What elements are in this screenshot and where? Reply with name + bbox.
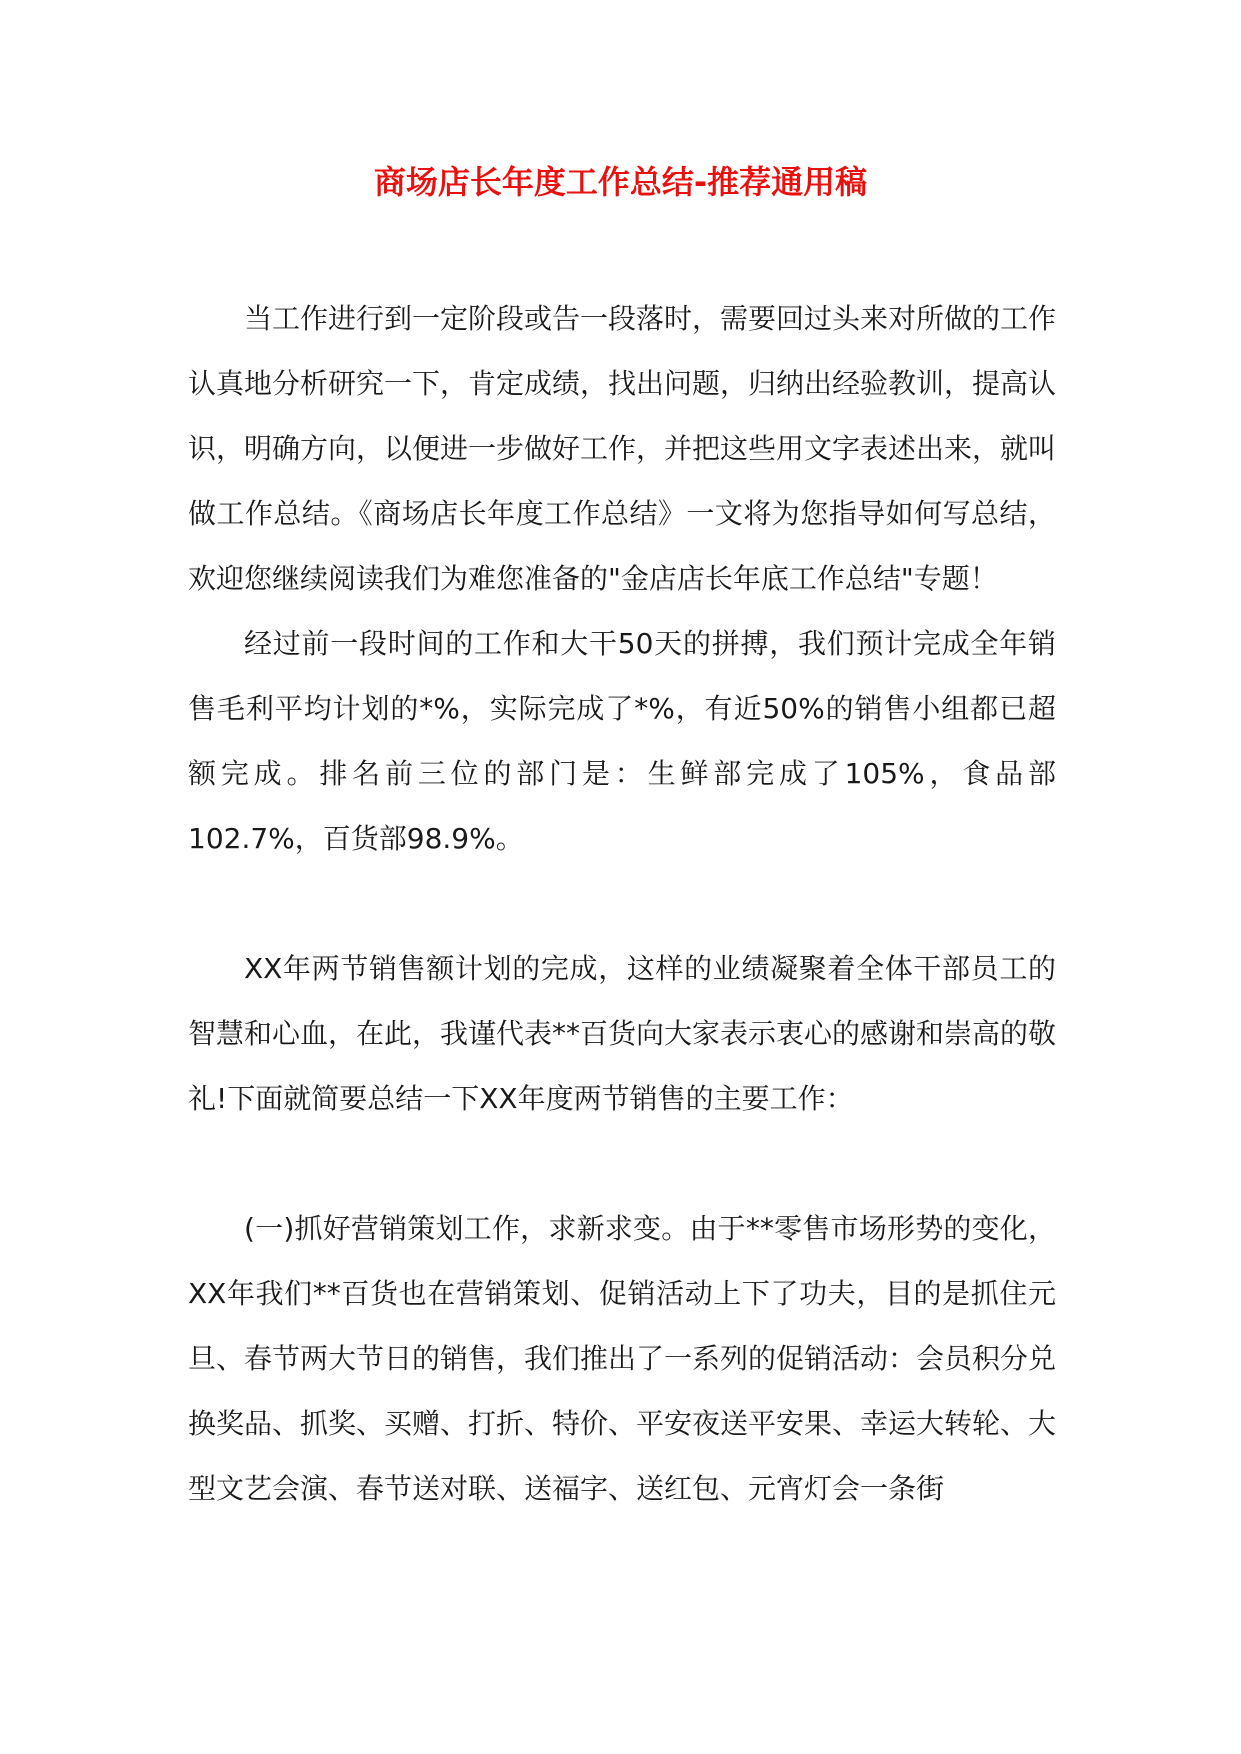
paragraph-acknowledgement: XX年两节销售额计划的完成，这样的业绩凝聚着全体干部员工的智慧和心血，在此，我谨代表**百货向大家表示衷心的感谢和崇高的敬礼!下面就简要总结一下XX年度两节销售的主要工作： <box>188 952 1057 1115</box>
paragraph-intro: 当工作进行到一定阶段或告一段落时，需要回过头来对所做的工作认真地分析研究一下，肯定成绩，找出问题，归纳出经验教训，提高认识，明确方向，以便进一步做好工作，并把这些用文字表述出来，就叫做工作总结。《商场店长年度工作总结》一文将为您指导如何写总结，欢迎您继续阅读我们为难您准备的"金店店长年底工作总结"专题！ <box>188 302 1057 595</box>
document-body <box>188 286 1056 1521</box>
document-title: 商场店长年度工作总结-推荐通用稿 <box>373 163 868 201</box>
paragraph-spacer <box>188 1131 1056 1196</box>
paragraph-spacer <box>188 871 1056 936</box>
paragraph-marketing-planning: (一)抓好营销策划工作，求新求变。由于**零售市场形势的变化，XX年我们**百货也在营销策划、促销活动上下了功夫，目的是抓住元旦、春节两大节日的销售，我们推出了一系列的促销活动：会员积分兑换奖品、抓奖、买赠、打折、特价、平安夜送平安果、幸运大转轮、大型文艺会演、春节送对联、送福字、送红包、元宵灯会一条街 <box>188 1212 1057 1505</box>
paragraph-sales-results: 经过前一段时间的工作和大干50天的拼搏，我们预计完成全年销售毛利平均计划的*%，实际完成了*%，有近50%的销售小组都已超额完成。排名前三位的部门是：生鲜部完成了105%，食品部102.7%，百货部98.9%。 <box>188 627 1056 855</box>
